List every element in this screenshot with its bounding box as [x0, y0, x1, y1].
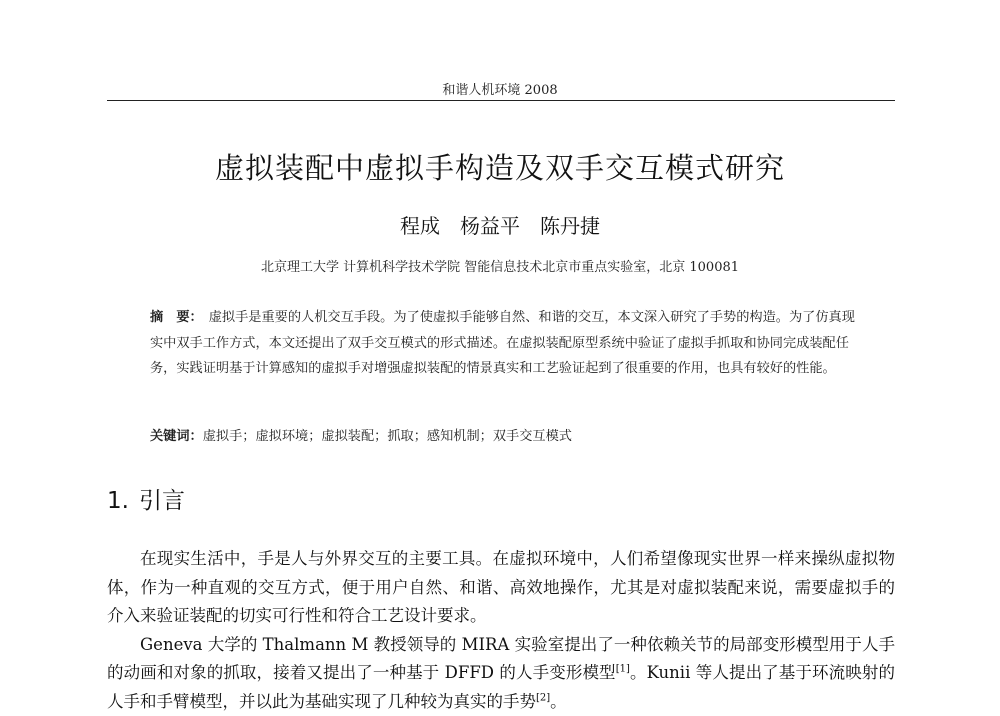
citation-2[interactable]: [2] — [536, 692, 550, 703]
paragraph-2-part-a: Geneva 大学的 Thalmann M 教授领导的 MIRA 实验室提出了一种依赖关节的局部变形模型用于人手的动画和对象的抓取，接着又提出了一种基于 DFFD 的人手变形模型 — [107, 635, 895, 683]
paper-title: 虚拟装配中虚拟手构造及双手交互模式研究 — [0, 146, 1000, 187]
section-number: 1. — [107, 488, 129, 514]
authors: 程成 杨益平 陈丹捷 — [0, 210, 1000, 239]
section-title: 引言 — [139, 488, 185, 514]
affiliation: 北京理工大学 计算机科学技术学院 智能信息技术北京市重点实验室，北京 100081 — [0, 256, 1000, 275]
paragraph-1: 在现实生活中，手是人与外界交互的主要工具。在虚拟环境中，人们希望像现实世界一样来操纵虚拟物体，作为一种直观的交互方式，便于用户自然、和谐、高效地操作，尤其是对虚拟装配来说，需要虚拟手的介入来验证装配的切实可行性和符合工艺设计要求。 — [107, 545, 895, 631]
keywords-label: 关键词： — [150, 429, 203, 444]
abstract-text: 虚拟手是重要的人机交互手段。为了使虚拟手能够自然、和谐的交互，本文深入研究了手势的构造。为了仿真现实中双手工作方式，本文还提出了双手交互模式的形式描述。在虚拟装配原型系统中验证了虚拟手抓取和协同完成装配任务，实践证明基于计算感知的虚拟手对增强虚拟装配的情景真实和工艺验证起到了很重要的作用，也具有较好的性能。 — [150, 310, 855, 376]
body-text — [107, 545, 895, 716]
keywords-text: 虚拟手；虚拟环境；虚拟装配；抓取；感知机制；双手交互模式 — [203, 429, 572, 444]
paragraph-2-part-c: 。 — [550, 692, 567, 711]
paragraph-2-part-b: 。Kunii 等人提出了基于环流映射的人手和手臂模型，并以此为基础实现了几种较为真实的手势 — [107, 663, 895, 711]
running-header: 和谐人机环境 2008 — [0, 79, 1000, 98]
header-rule — [107, 100, 895, 101]
abstract — [150, 305, 856, 382]
paragraph-2 — [107, 631, 895, 716]
section-heading — [107, 482, 185, 515]
abstract-label: 摘 要： — [150, 310, 203, 325]
keywords — [150, 425, 856, 444]
citation-1[interactable]: [1] — [616, 664, 630, 675]
